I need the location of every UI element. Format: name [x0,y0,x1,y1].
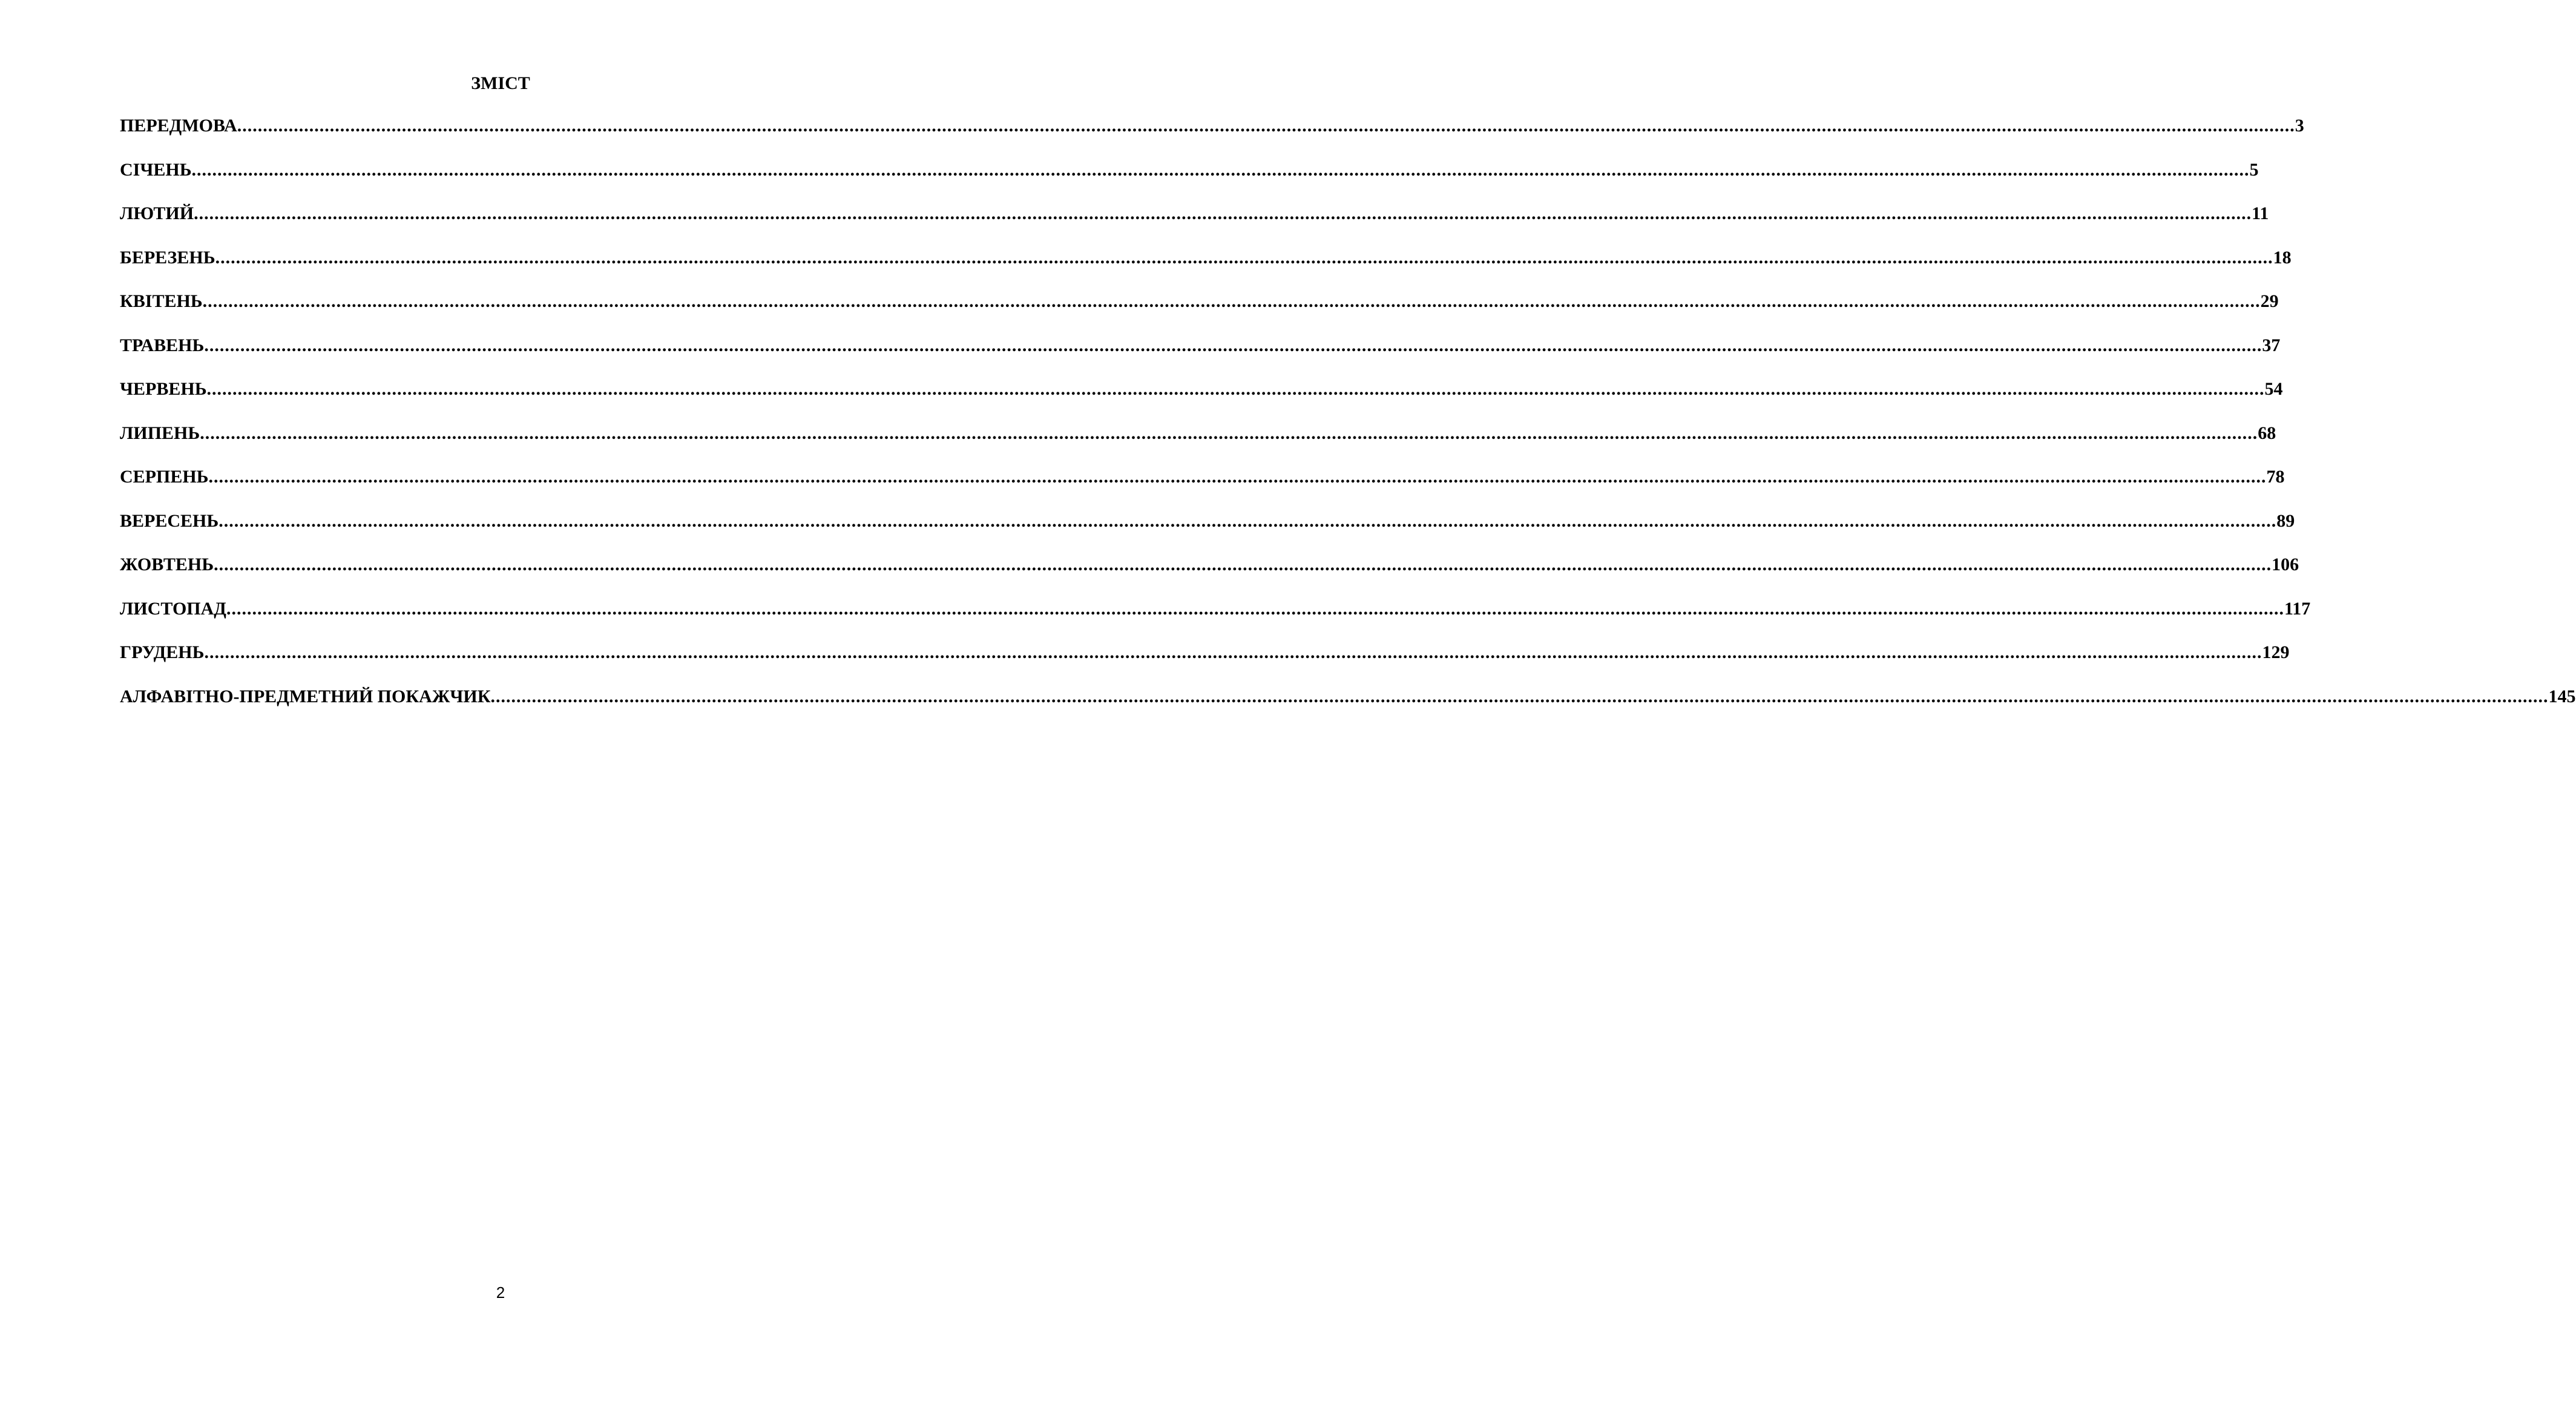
toc-dot-leader: ................................................................................................................................................................................................................................................................................................................................................................................................................ [200,423,2258,443]
toc-entry-label: ЛИСТОПАД [120,598,226,619]
toc-entry-label: ЛЮТИЙ [120,203,194,223]
toc-entry-june[interactable] [120,377,2283,421]
toc-entry-page: 29 [2260,291,2279,311]
toc-entry-label: ГРУДЕНЬ [120,642,205,662]
toc-entry-february[interactable] [120,202,2269,246]
toc-dot-leader: ................................................................................................................................................................................................................................................................................................................................................................................................................ [206,379,2265,399]
toc-entry-page: 18 [2273,247,2292,268]
toc-entry-october[interactable] [120,553,2299,597]
toc-entry-label: ЛИПЕНЬ [120,423,200,443]
toc-entry-preface[interactable] [120,114,2304,158]
toc-entry-subject-index[interactable] [120,685,2576,729]
toc-dot-leader: ................................................................................................................................................................................................................................................................................................................................................................................................................ [204,642,2262,662]
toc-entry-label: БЕРЕЗЕНЬ [120,247,215,268]
toc-entry-page: 37 [2262,335,2281,355]
toc-entry-july[interactable] [120,421,2276,466]
toc-entry-label: ВЕРЕСЕНЬ [120,510,219,531]
toc-entry-label: СЕРПЕНЬ [120,467,209,487]
toc-dot-leader: ................................................................................................................................................................................................................................................................................................................................................................................................................ [191,159,2250,180]
toc-entry-label: ТРАВЕНЬ [120,335,205,355]
page-title: ЗМІСТ [471,73,530,93]
toc-entry-november[interactable] [120,597,2311,641]
toc-entry-page: 68 [2258,423,2276,443]
toc-dot-leader: ................................................................................................................................................................................................................................................................................................................................................................................................................ [490,686,2549,706]
toc-dot-leader: ................................................................................................................................................................................................................................................................................................................................................................................................................ [214,555,2272,575]
toc-dot-leader: ................................................................................................................................................................................................................................................................................................................................................................................................................ [237,116,2295,136]
toc-entry-page: 106 [2272,555,2299,575]
toc-entry-page: 5 [2249,159,2259,180]
toc-entry-page: 11 [2252,203,2269,223]
toc-entry-page: 3 [2295,116,2304,136]
toc-entry-may[interactable] [120,334,2281,378]
toc-entry-march[interactable] [120,246,2292,290]
toc-entry-label: ЖОВТЕНЬ [120,555,214,575]
toc-dot-leader: ................................................................................................................................................................................................................................................................................................................................................................................................................ [208,467,2267,487]
toc-dot-leader: ................................................................................................................................................................................................................................................................................................................................................................................................................ [226,598,2284,619]
toc-entry-page: 129 [2262,642,2290,662]
toc-dot-leader: ................................................................................................................................................................................................................................................................................................................................................................................................................ [194,203,2252,223]
toc-entry-page: 89 [2276,510,2295,531]
toc-entry-april[interactable] [120,289,2279,334]
toc-entry-label: ЧЕРВЕНЬ [120,379,207,399]
toc-entry-september[interactable] [120,509,2295,553]
toc-entry-page: 78 [2266,467,2285,487]
toc-entry-label: СІЧЕНЬ [120,159,192,180]
toc-entry-label: АЛФАВІТНО-ПРЕДМЕТНИЙ ПОКАЖЧИК [120,686,491,706]
toc-entry-january[interactable] [120,158,2259,202]
toc-dot-leader: ................................................................................................................................................................................................................................................................................................................................................................................................................ [218,510,2277,531]
toc-entry-label: КВІТЕНЬ [120,291,203,311]
toc-dot-leader: ................................................................................................................................................................................................................................................................................................................................................................................................................ [202,291,2261,311]
table-of-contents [120,114,2576,728]
toc-entry-label: ПЕРЕДМОВА [120,116,237,136]
toc-dot-leader: ................................................................................................................................................................................................................................................................................................................................................................................................................ [204,335,2262,355]
toc-entry-august[interactable] [120,465,2285,509]
page-number: 2 [496,1283,505,1302]
toc-entry-page: 145 [2548,686,2576,706]
toc-entry-december[interactable] [120,640,2290,685]
toc-entry-page: 54 [2264,379,2283,399]
toc-entry-page: 117 [2284,598,2311,619]
toc-dot-leader: ................................................................................................................................................................................................................................................................................................................................................................................................................ [215,247,2273,268]
